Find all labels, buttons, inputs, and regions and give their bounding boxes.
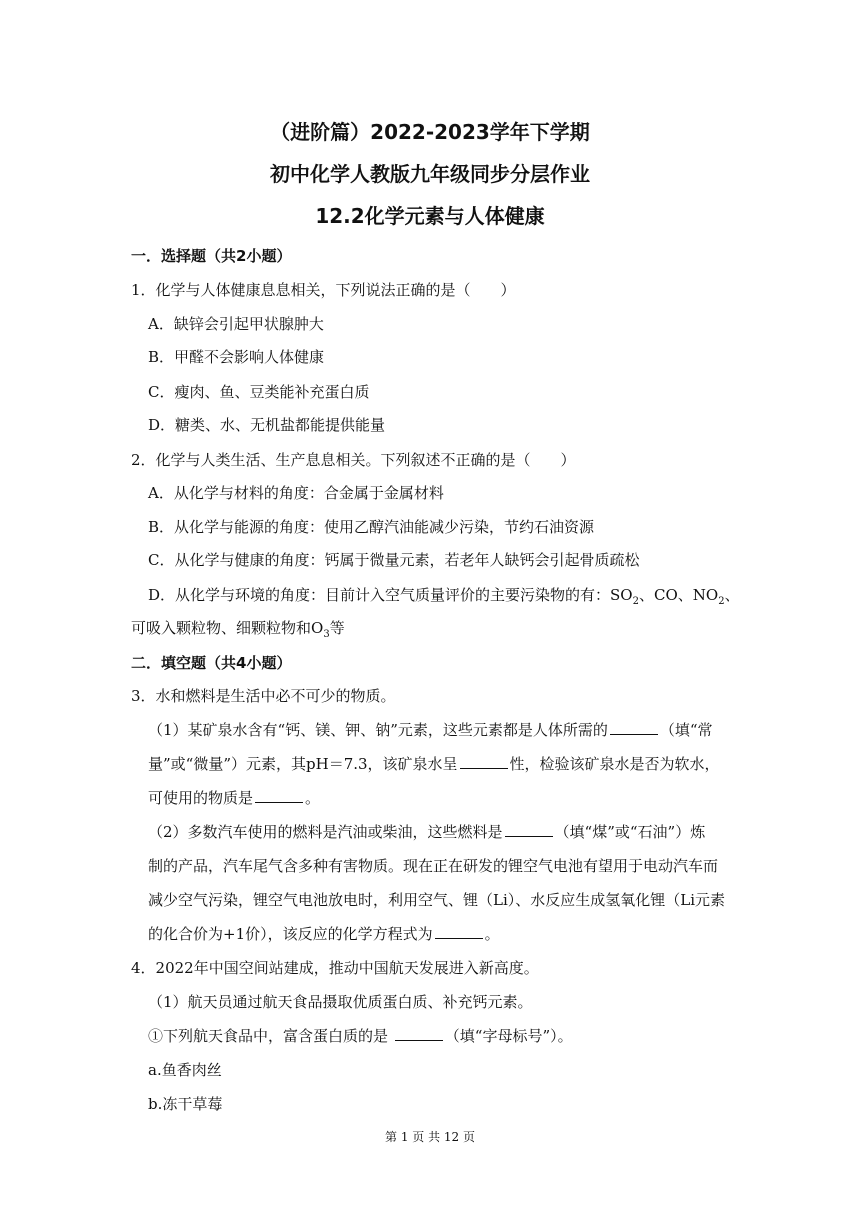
answer-blank[interactable] [505,822,553,837]
section-heading-fill: 二．填空题（共4小题） [131,654,292,672]
question-4-part1: （1）航天员通过航天食品摄取优质蛋白质、补充钙元素。 [148,993,533,1011]
question-4-option-b: b.冻干草莓 [148,1095,223,1113]
question-3-part1-line3: 可使用的物质是 。 [148,789,321,807]
question-2-option-d-line1: D．从化学与环境的角度：目前计入空气质量评价的主要污染物的有：$SO_2$、CO、$NO_2$、 [148,586,740,607]
question-2-stem: 2．化学与人类生活、生产息息相关。下列叙述不正确的是（ ） [131,451,576,469]
question-4-part1-sub1: ①下列航天食品中，富含蛋白质的是 （填“字母标号”）。 [148,1027,573,1045]
question-3-part1-line2: 量”或“微量”）元素，其pH＝7.3，该矿泉水呈 性，检验该矿泉水是否为软水， [148,755,720,773]
question-3-part2-line4: 的化合价为+1价），该反应的化学方程式为 。 [148,925,500,943]
page-footer: 第 1 页 共 12 页 [385,1130,475,1144]
doc-title-line2: 初中化学人教版九年级同步分层作业 [270,162,590,186]
question-3-part1-line1: （1）某矿泉水含有“钙、镁、钾、钠”元素，这些元素都是人体所需的 （填“常 [148,721,713,739]
question-4-option-a: a.鱼香肉丝 [148,1061,222,1079]
section-heading-choice: 一．选择题（共2小题） [131,247,292,265]
question-1-stem: 1．化学与人体健康息息相关，下列说法正确的是（ ） [131,281,516,299]
answer-blank[interactable] [395,1026,443,1041]
answer-blank[interactable] [255,788,303,803]
answer-blank[interactable] [460,754,508,769]
question-1-option-c: C．瘦肉、鱼、豆类能补充蛋白质 [148,383,370,401]
question-2-option-d-line2: 可吸入颗粒物、细颗粒物和$O_3$等 [131,619,345,640]
doc-title-line3: 12.2化学元素与人体健康 [315,204,545,228]
question-4-stem: 4．2022年中国空间站建成，推动中国航天发展进入新高度。 [131,959,539,977]
question-2-option-a: A．从化学与材料的角度：合金属于金属材料 [148,484,444,502]
doc-title-line1: （进阶篇）2022-2023学年下学期 [270,120,590,144]
question-1-option-d: D．糖类、水、无机盐都能提供能量 [148,416,386,434]
question-2-option-b: B．从化学与能源的角度：使用乙醇汽油能减少污染，节约石油资源 [148,518,595,536]
question-2-option-c: C．从化学与健康的角度：钙属于微量元素，若老年人缺钙会引起骨质疏松 [148,551,640,569]
question-1-option-a: A．缺锌会引起甲状腺肿大 [148,315,324,333]
question-1-option-b: B．甲醛不会影响人体健康 [148,348,325,366]
answer-blank[interactable] [435,924,483,939]
answer-blank[interactable] [610,720,658,735]
question-3-stem: 3．水和燃料是生活中必不可少的物质。 [131,687,396,705]
question-3-part2-line1: （2）多数汽车使用的燃料是汽油或柴油，这些燃料是 （填“煤”或“石油”）炼 [148,823,706,841]
question-3-part2-line3: 减少空气污染，锂空气电池放电时，利用空气、锂（Li）、水反应生成氢氧化锂（Li元素 [148,891,726,909]
question-3-part2-line2: 制的产品，汽车尾气含多种有害物质。现在正在研发的锂空气电池有望用于电动汽车而 [148,857,719,875]
